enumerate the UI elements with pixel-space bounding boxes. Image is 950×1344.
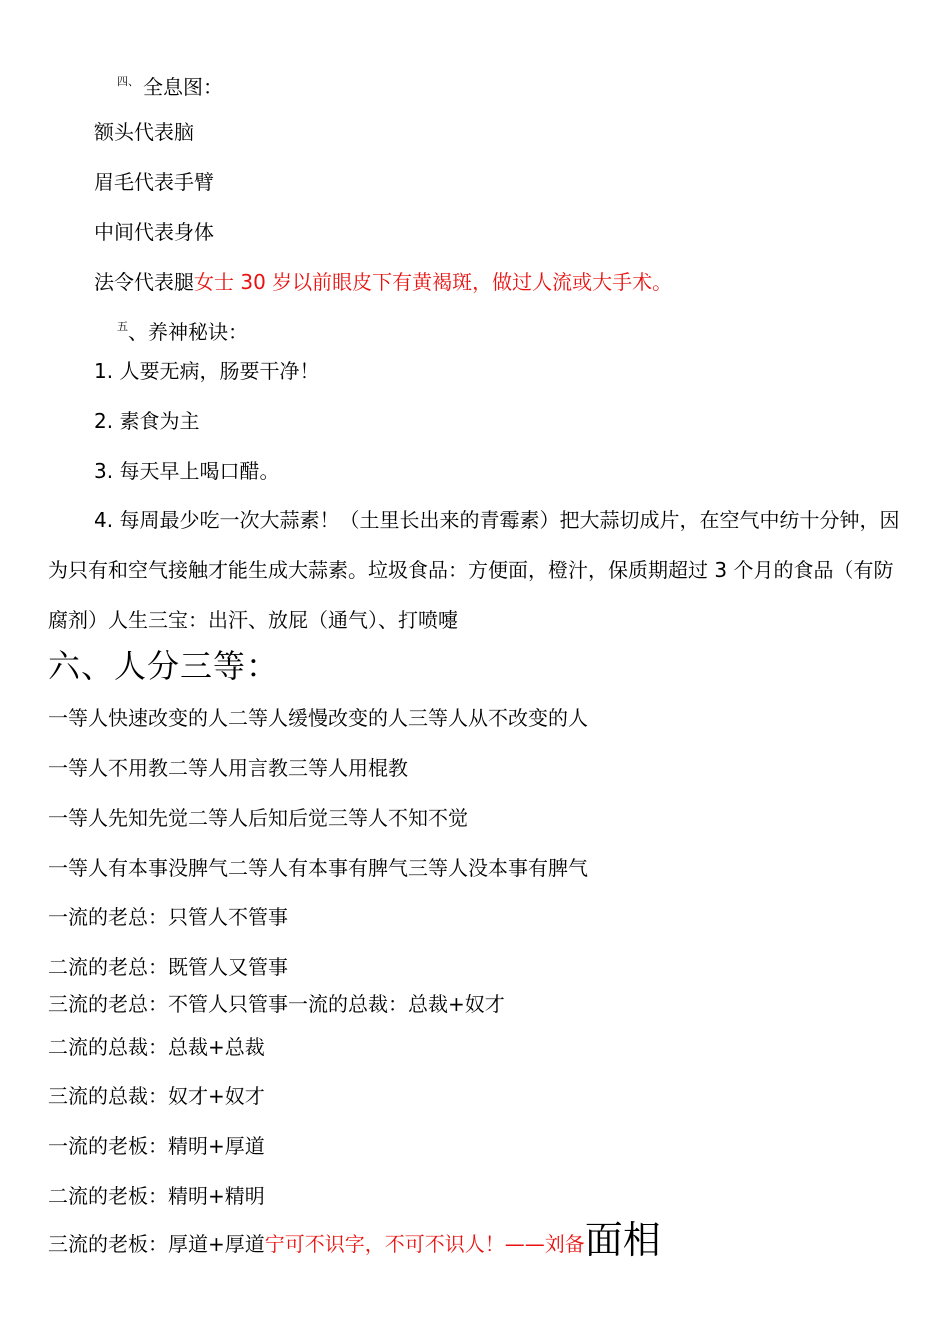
section4-line-3: 中间代表身体 (94, 220, 214, 244)
section6-big-title: 面相 (584, 1218, 661, 1262)
section5-item-3: 3. 每天早上喝口醋。 (94, 459, 280, 483)
section6-line-4: 一等人有本事没脾气二等人有本事有脾气三等人没本事有脾气 (48, 856, 588, 880)
section4-marker: 四、 (117, 75, 139, 88)
section4-line-2: 眉毛代表手臂 (94, 170, 214, 194)
section4-line-4-text: 法令代表腿 (94, 270, 194, 294)
section4-title: 全息图： (143, 75, 223, 99)
section5-item-1: 1. 人要无病，肠要干净！ (94, 359, 320, 383)
section6-line-5: 一流的老总：只管人不管事 (48, 905, 288, 929)
section4-line-4 (94, 268, 672, 296)
section6-line-1: 一等人快速改变的人二等人缓慢改变的人三等人从不改变的人 (48, 706, 588, 730)
section4-line-1: 额头代表脑 (94, 120, 194, 144)
section6-line-9: 三流的总裁：奴才+奴才 (48, 1084, 265, 1108)
section6-line-2: 一等人不用教二等人用言教三等人用棍教 (48, 756, 408, 780)
section6-line-12-text: 三流的老板：厚道+厚道 (48, 1232, 265, 1256)
section6-line-6: 二流的老总：既管人又管事 (48, 955, 288, 979)
section6-line-8: 二流的总裁：总裁+总裁 (48, 1035, 265, 1059)
section6-line-12 (48, 1220, 661, 1264)
section5-marker: 五 (117, 320, 128, 333)
section5-title: 、养神秘诀： (128, 320, 248, 344)
section5-item-4: 4. 每周最少吃一次大蒜素！（土里长出来的青霉素）把大蒜切成片，在空气中纺十分钟，因为只有和空气接触才能生成大蒜素。垃圾食品：方便面，橙汁，保质期超过 3 个月的食品（有防腐剂）人生三宝：出汗、放屁（通气）、打喷嚏 (48, 508, 900, 632)
section5-item-2: 2. 素食为主 (94, 409, 200, 433)
section6-quote: 宁可不识字，不可不识人！——刘备 (264, 1232, 585, 1256)
section5-heading (117, 313, 248, 346)
section6-line-11: 二流的老板：精明+精明 (48, 1184, 265, 1208)
section6-line-7: 三流的老总：不管人只管事一流的总裁：总裁+奴才 (48, 992, 505, 1016)
section6-line-3: 一等人先知先觉二等人后知后觉三等人不知不觉 (48, 806, 468, 830)
section4-line-4-red-note: 女士 30 岁以前眼皮下有黄褐斑，做过人流或大手术。 (194, 270, 673, 294)
section6-heading: 六、人分三等： (48, 647, 280, 685)
section6-line-10: 一流的老板：精明+厚道 (48, 1134, 265, 1158)
section4-heading (117, 68, 223, 101)
